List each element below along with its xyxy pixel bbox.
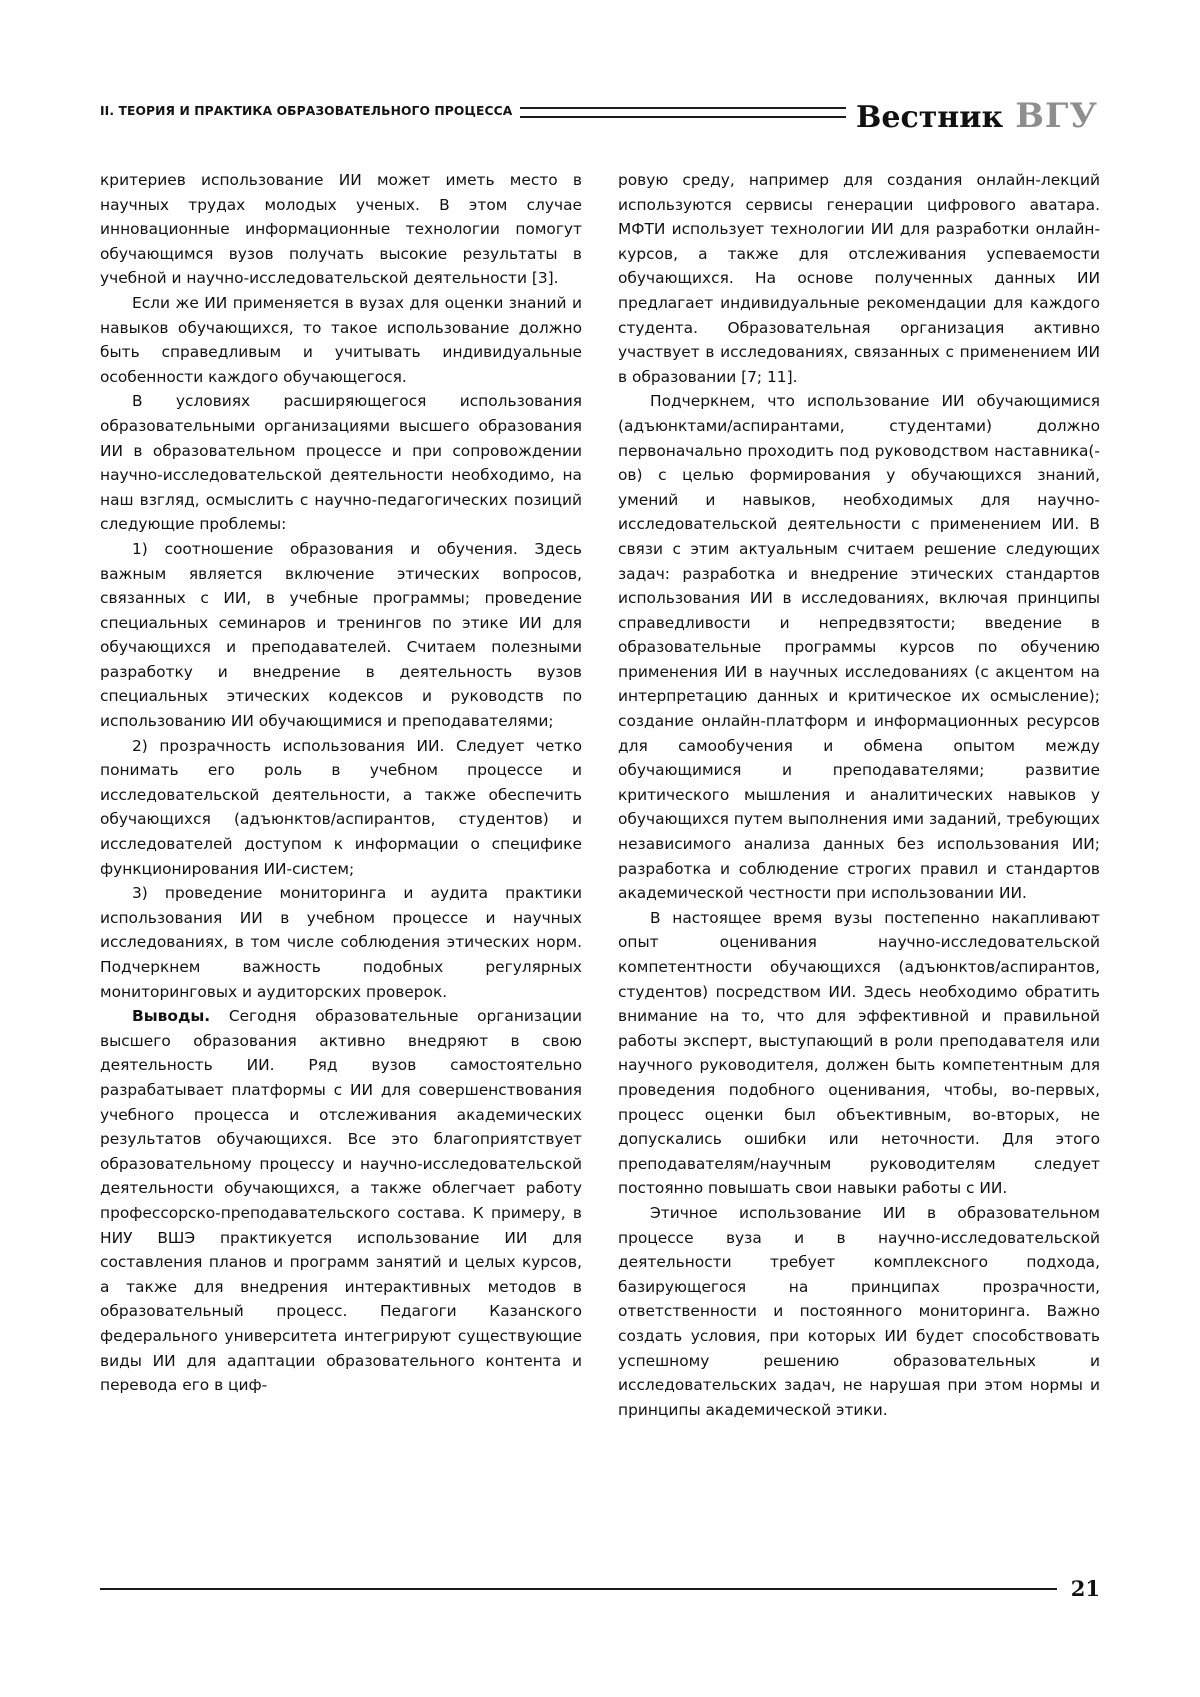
footer-rule (100, 1588, 1057, 1590)
conclusion-paragraph (100, 1004, 582, 1398)
paragraph: В настоящее время вузы постепенно накапливают опыт оценивания научно-исследовательской компетентности обучающихся (адъюнктов/аспирантов, студентов) посредством ИИ. Здесь необходимо обратить внимание на то, что для эффективной и правильной работы эксперт, выступающий в роли преподавателя или научного руководителя, должен быть компетентным для проведения подобного оценивания, чтобы, во-первых, процесс оценки был объективным, во-вторых, не допускались ошибки или неточности. Для этого преподавателям/научным руководителям следует постоянно повышать свои навыки работы с ИИ. (618, 908, 1100, 1198)
paragraph: 1) соотношение образования и обучения. Здесь важным является включение этических вопросов, связанных с ИИ, в учебные программы; проведение специальных семинаров и тренингов по этике ИИ для обучающихся и преподавателей. Считаем полезными разработку и внедрение в деятельность вузов специальных этических кодексов и руководств по использованию ИИ обучающимися и преподавателями; (100, 539, 582, 731)
header-double-rule (520, 107, 846, 118)
paragraph: 2) прозрачность использования ИИ. Следует четко понимать его роль в учебном процессе и исследовательской деятельности, а также обеспечить обучающихся (адъюнктов/аспирантов, студентов) и исследователей доступом к информации о специфике функционирования ИИ-систем; (100, 736, 582, 878)
conclusion-label: Выводы. (132, 1007, 211, 1026)
page-header (100, 96, 1100, 142)
paragraph: 3) проведение мониторинга и аудита практики использования ИИ в учебном процессе и научных исследованиях, в том числе соблюдения этических норм. Подчеркнем важность подобных регулярных мониторинговых и аудиторских проверок. (100, 884, 582, 1001)
paragraph: В условиях расширяющегося использования образовательными организациями высшего образования ИИ в образовательном процессе и при сопровождении научно-исследовательской деятельности необходимо, на наш взгляд, осмыслить с научно-педагогических позиций следующие проблемы: (100, 392, 582, 534)
paragraph: Если же ИИ применяется в вузах для оценки знаний и навыков обучающихся, то такое использование должно быть справедливым и учитывать индивидуальные особенности каждого обучающегося. (100, 293, 582, 386)
article-body (100, 168, 1100, 1422)
journal-logo (856, 96, 1100, 136)
journal-abbreviation: ВГУ (1015, 96, 1098, 136)
conclusion-text: Сегодня образовательные организации высшего образования активно внедряют в свою деятельность ИИ. Ряд вузов самостоятельно разрабатывает платформы с ИИ для совершенствования учебного процесса и отслеживания академических результатов обучающихся. Все это благоприятствует образовательному процессу и научно-исследовательской деятельности обучающихся, а также облегчает работу профессорско-преподавательского состава. К примеру, в НИУ ВШЭ практикуется использование ИИ для составления планов и программ занятий и целых курсов, а также для внедрения интерактивных методов в образовательный процесс. Педагоги Казанского федерального университета интегрируют существующие виды ИИ для адаптации образовательного контента и перевода его в циф- (100, 1007, 582, 1395)
left-column (100, 168, 582, 1422)
paragraph: Этичное использование ИИ в образовательном процессе вуза и в научно-исследовательской деятельности требует комплексного подхода, базирующегося на принципах прозрачности, ответственности и постоянного мониторинга. Важно создать условия, при которых ИИ будет способствовать успешному решению образовательных и исследовательских задач, не нарушая при этом нормы и принципы академической этики. (618, 1203, 1100, 1419)
running-head (100, 96, 856, 118)
journal-title: Вестник (856, 100, 1004, 135)
page-footer (100, 1576, 1100, 1601)
right-column (618, 168, 1100, 1422)
running-head-text: II. ТЕОРИЯ И ПРАКТИКА ОБРАЗОВАТЕЛЬНОГО ПРОЦЕССА (100, 104, 513, 118)
paragraph: ровую среду, например для создания онлайн-лекций используются сервисы генерации цифрового аватара. МФТИ использует технологии ИИ для разработки онлайн-курсов, а также для отслеживания успеваемости обучающихся. На основе полученных данных ИИ предлагает индивидуальные рекомендации для каждого студента. Образовательная организация активно участвует в исследованиях, связанных с применением ИИ в образовании [7; 11]. (618, 171, 1100, 386)
paragraph: Подчеркнем, что использование ИИ обучающимися (адъюнктами/аспирантами, студентами) должно первоначально проходить под руководством наставника(-ов) с целью формирования у обучающихся знаний, умений и навыков, необходимых для научно-исследовательской деятельности с применением ИИ. В связи с этим актуальным считаем решение следующих задач: разработка и внедрение этических стандартов использования ИИ в исследованиях, включая принципы справедливости и непредвзятости; введение в образовательные программы курсов по обучению применения ИИ в научных исследованиях (с акцентом на интерпретацию данных и критическое их осмысление); создание онлайн-платформ и информационных ресурсов для самообучения и обмена опытом между обучающимися и преподавателями; развитие критического мышления и аналитических навыков у обучающихся путем выполнения ими заданий, требующих независимого анализа данных без использования ИИ; разработка и соблюдение строгих правил и стандартов академической честности при использовании ИИ. (618, 392, 1100, 903)
paragraph: критериев использование ИИ может иметь место в научных трудах молодых ученых. В этом случае инновационные информационные технологии помогут обучающимся вузов получать высокие результаты в учебной и научно-исследовательской деятельности [3]. (100, 171, 582, 288)
page-number: 21 (1070, 1576, 1100, 1601)
